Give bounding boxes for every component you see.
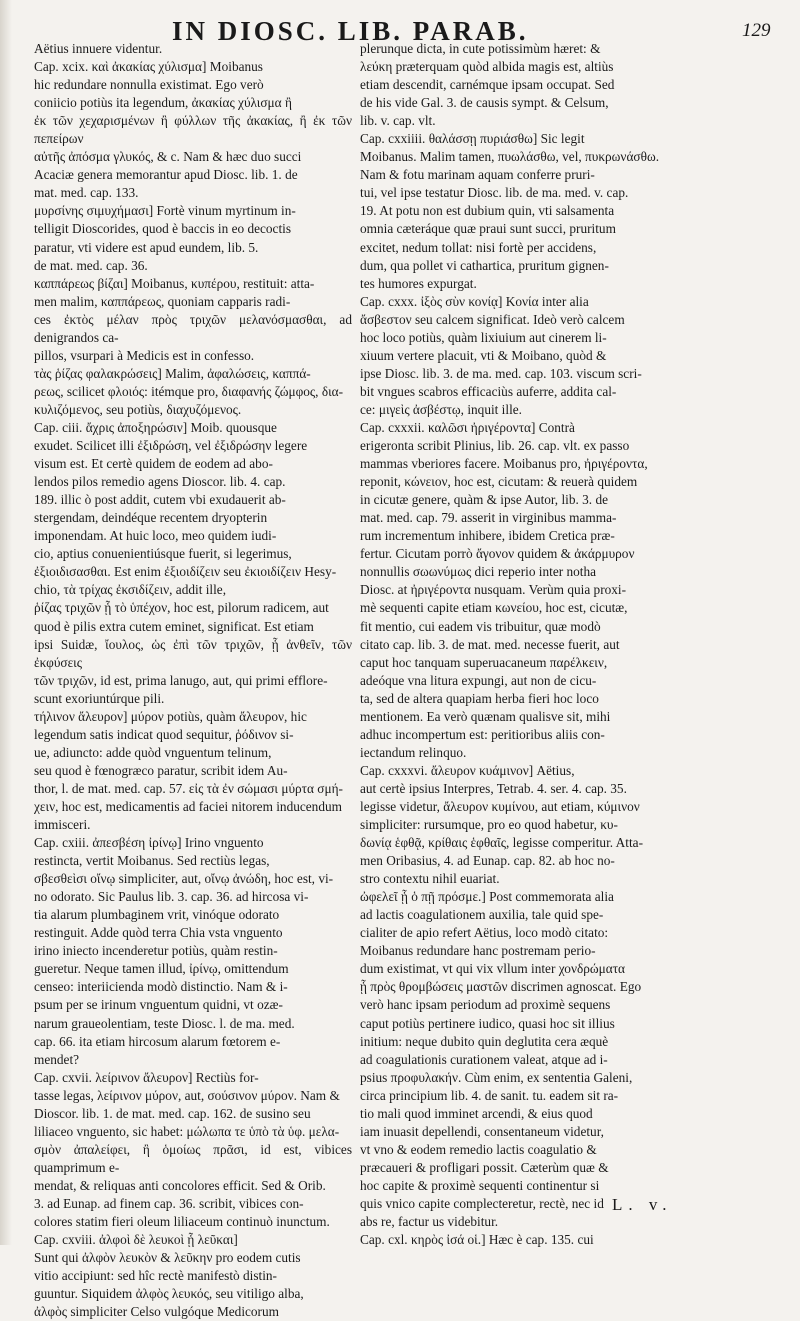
text-line: simpliciter: rursumque, pro eo quod habetur, κυ- [360, 817, 618, 833]
text-line: omnia cæteráque quæ praui sunt succi, pruritum [360, 221, 616, 237]
text-line: visum est. Et certè quidem de eodem ad abo- [34, 456, 273, 472]
text-line: quis vnico capite complecteretur, rectè, nec id [360, 1196, 604, 1211]
text-line: nonnullis σωωνύμως dici reperio inter notha [360, 564, 597, 580]
text-line: telligit Dioscorides, quod è baccis in eo decoctis [34, 221, 292, 237]
text-line: etiam descendit, carnémque ipsam occupat. Sed [360, 77, 615, 93]
text-line: τὰς ῥίζας φαλακρώσεις] Malim, ἀφαλώσεις, καππά- [34, 365, 311, 381]
text-line: Aëtius innuere videntur. [34, 41, 163, 56]
text-line: λεύκη præterquam quòd albida magis est, altiùs [360, 59, 614, 75]
text-line: ipse Diosc. lib. 3. de ma. med. cap. 103. viscum scri- [360, 365, 642, 381]
text-line: Cap. ciii. ἄχρις ἀποξηρώσιν] Moib. quousque [34, 419, 277, 435]
text-line: Cap. cxvii. λείρινον ἄλευρον] Rectiùs for- [34, 1069, 259, 1085]
text-line: χειν, hoc est, medicamentis ad faciei nitorem inducendum [34, 798, 342, 814]
text-line: κυλιζόμενος, seu potiùs, διαχυζόμενος. [34, 401, 242, 417]
text-line: ta, sed de altera quapiam herba fieri hoc loco [360, 690, 599, 706]
signature-mark: L. v. [612, 1195, 673, 1214]
text-line: mammas vberiores facere. Moibanus pro, ἠριγέροντα, [360, 456, 648, 472]
text-line: scunt exoriuntúrque pili. [34, 690, 165, 706]
text-line: adhuc incompertum est: peritioribus aliis con- [360, 726, 605, 742]
text-line: dum existimat, vt qui vix vllum inter χονδρώματα [360, 961, 626, 977]
page-number: 129 [742, 20, 771, 41]
text-line: αὐτῆς ἀπόσμα γλυκός, & c. Nam & hæc duo succi [34, 149, 302, 165]
text-line: vt vno & eodem remedio lactis coagulatio & [360, 1141, 597, 1157]
text-line: erigeronta scribit Plinius, lib. 26. cap. vlt. ex passo [360, 438, 630, 454]
text-line: caput potiùs pertinere iudico, quasi hoc sit illius [360, 1015, 615, 1031]
text-line: Cap. cxxiiii. θαλάσσῃ πυριάσθω] Sic legit [360, 131, 585, 147]
text-line: σβεσθεὶσι οἴνῳ simpliciter, aut, οἴνῳ ἀνώδη, hoc est, vi- [34, 871, 334, 887]
text-line: ces ἐκτὸς μέλαν πρὸς τριχῶν μελανόσμασθαι, ad denigrandos ca- [34, 311, 352, 345]
text-line: præcaueri & profligari possit. Cæterùm quæ & [360, 1159, 609, 1175]
text-line: ἄσβεστον seu calcem significat. Ideò verò calcem [360, 311, 625, 327]
text-line: de his vide Gal. 3. de causis sympt. & Celsum, [360, 95, 609, 111]
text-line: reponit, κώνειον, hoc est, cicutam: & reuerà quidem [360, 474, 638, 490]
text-line: mendat, & reliquas anti concolores efficit. Sed & Orib. [34, 1177, 326, 1193]
text-line: ἐξιοιδισασθαι. Est enim ἐξιοιδίζειν seu ἐκιοιδίζειν Hesy- [34, 564, 337, 580]
text-line: Cap. cxxxvi. ἄλευρον κυάμινον] Aëtius, [360, 762, 575, 778]
text-line: Cap. cxl. κηρὸς ἰσά οἱ.] Hæc è cap. 135. cui [360, 1232, 594, 1248]
text-line: cio, aptius conuenientiúsque fuerit, si legerimus, [34, 546, 292, 562]
text-line: lib. v. cap. vlt. [360, 113, 436, 129]
text-line: abs re, factur us videbitur. [360, 1214, 499, 1230]
text-line: plerunque dicta, in cute potissimùm hæret: & [360, 41, 601, 56]
text-line: ρεως, scilicet φλοιός: itémque pro, διαφανής ζώμφος, δια- [34, 383, 344, 399]
text-line: Acaciæ genera memorantur apud Diosc. lib. 1. de [34, 167, 298, 183]
text-line: hic redundare nonnulla existimat. Ego verò [34, 77, 264, 93]
text-line: tia alarum plumbaginem vrit, vinóque odorato [34, 907, 280, 923]
text-line: 189. illic ò post addit, cutem vbi exudauerit ab- [34, 492, 286, 508]
text-line: tio mali quod imminet arcendi, & eius quod [360, 1105, 593, 1121]
text-line: Cap. xcix. καὶ ἀκακίας χύλισμα] Moibanus [34, 59, 263, 75]
text-line: τήλινον ἄλευρον] μύρον potiùs, quàm ἄλευρον, hic [34, 708, 307, 724]
text-line: adeóque vna litura expungi, aut non de cicu- [360, 672, 597, 688]
text-line: legisse videtur, ἄλευρον κυμίνου, aut etiam, κύμινον [360, 798, 640, 814]
text-line: ue, adiuncto: adde quòd vnguentum telinum, [34, 744, 272, 760]
text-line: coniicio potiùs ita legendum, ἀκακίας χύλισμα ἢ [34, 95, 292, 111]
text-line: hoc capite & proximè sequenti continentur si [360, 1177, 600, 1193]
page-gutter-shadow [0, 0, 12, 1245]
text-line: Diosc. at ἠριγέροντα nusquam. Verùm quia proxi- [360, 582, 627, 598]
text-line: σμὸν ἀπαλείφει, ἢ ὁμοίως πρᾶσι, id est, vibices quamprimum e- [34, 1141, 352, 1175]
text-line: μυρσίνης σιμυχήμασι] Fortè vinum myrtinum in- [34, 203, 296, 219]
text-line: censeo: interiicienda modò distinctio. Nam & i- [34, 979, 288, 995]
text-line: quod è pilis extra cutem eminet, significat. Est etiam [34, 618, 314, 634]
text-line: aut certè ipsius Interpres, Tetrab. 4. ser. 4. cap. 35. [360, 780, 627, 796]
text-line: 19. At potu non est dubium quin, vti salsamenta [360, 203, 615, 219]
text-line: Moibanus redundare hanc postremam perio- [360, 943, 596, 959]
text-line: fit mentio, cui eadem vis tribuitur, quæ modò [360, 618, 601, 634]
text-line: rum incrementum inhibere, ibidem Cretica præ- [360, 528, 615, 544]
text-line: mendet? [34, 1051, 80, 1067]
text-line: gueretur. Neque tamen illud, ἰρίνῳ, omittendum [34, 961, 289, 977]
text-line: narum graueolentiam, teste Diosc. l. de ma. med. [34, 1015, 295, 1031]
text-line: circa principium lib. 4. de sanit. tu. eadem sit ra- [360, 1087, 619, 1103]
text-line: restinguit. Adde quòd terra Chia vsta vnguento [34, 925, 283, 941]
text-line: iam inuasit depellendi, consentaneum videtur, [360, 1123, 604, 1139]
text-line: restincta, vertit Moibanus. Sed rectiùs legas, [34, 853, 270, 869]
text-line: xiuum vertere placuit, vti & Moibano, quòd & [360, 347, 607, 363]
text-line: tes humores expurgat. [360, 275, 477, 291]
text-line: bit vngues scabros efficaciùs auferre, addita cal- [360, 383, 617, 399]
running-head: IN DIOSC. LIB. PARAB. [172, 16, 529, 46]
text-line: fertur. Cicutam porrò ἄγονον quidem & ἀκάρμυρον [360, 546, 635, 562]
text-line: exudet. Scilicet illi ἐξιδρώση, vel ἐξιδρώσην legere [34, 438, 308, 454]
text-line: chio, τὰ τρίχας ἐκσιδίζειν, addit ille, [34, 582, 227, 598]
text-line: excitet, nedum tollat: nisi fortè per accidens, [360, 239, 597, 255]
text-line: stergendam, deindéque recentem dryopterin [34, 510, 268, 526]
text-line: colores statim fieri oleum liliaceum continuò inunctum. [34, 1214, 330, 1230]
text-line: men malim, καππάρεως, quoniam capparis radi- [34, 293, 291, 309]
text-line: verò hanc ipsam periodum ad proximè sequens [360, 997, 611, 1013]
text-line: ad lactis coagulationem auxilia, tale quid spe- [360, 907, 604, 923]
text-line: hoc loco potiùs, quàm lixiuium aut cinerem li- [360, 329, 607, 345]
text-line: vitio accipiunt: sed hîc rectè manifestò distin- [34, 1268, 277, 1284]
text-line: τῶν τριχῶν, id est, prima lanugo, aut, qui primi efflore- [34, 672, 328, 688]
text-line: ce: μιγεὶς ἀσβέστῳ, inquit ille. [360, 401, 522, 417]
text-line: initium: neque dubito quin deglutita cera æquè [360, 1033, 609, 1049]
text-line: Dioscor. lib. 1. de mat. med. cap. 162. de susino seu [34, 1105, 311, 1121]
text-line: psum per se irinum vnguentum quidni, vt ozæ- [34, 997, 283, 1013]
text-line: Moibanus. Malim tamen, πυωλάσθω, vel, πυκρωνάσθω. [360, 149, 660, 165]
text-line: no odorato. Sic Paulus lib. 3. cap. 36. ad hircosa vi- [34, 889, 309, 905]
text-line: dum, qua pollet vi cathartica, pruritum gignen- [360, 257, 609, 273]
text-line: de mat. med. cap. 36. [34, 257, 148, 273]
text-line: pillos, vsurpari à Medicis est in confesso. [34, 347, 255, 363]
text-line: ad coagulationis curationem valeat, atque ad i- [360, 1051, 608, 1067]
text-line: tasse legas, λείρινον μύρον, aut, σούσινον μύρον. Nam & [34, 1087, 340, 1103]
text-line: psius προφυλακήν. Cùm enim, ex sententia Galeni, [360, 1069, 633, 1085]
text-line: seu quod è fœnogræco paratur, scribit idem Au- [34, 762, 288, 778]
text-line: Cap. cxxxii. καλῶσι ἠριγέροντα] Contrà [360, 419, 575, 435]
text-line: caput hoc tanquam superuacaneum παρέλκειν, [360, 654, 608, 670]
text-line: δωνίᾳ ἑφθᾷ, κρίθαις ἑφθαῖς, legisse comperitur. Atta- [360, 835, 643, 851]
text-line: Sunt qui ἀλφὸν λευκὸν & λεῦκην pro eodem cutis [34, 1250, 301, 1266]
text-line: cap. 66. ita etiam hircosum alarum fœtorem e- [34, 1033, 281, 1049]
text-line: mè sequenti capite etiam κωνείου, hoc est, cicutæ, [360, 600, 628, 616]
text-line: ἀλφὸς simpliciter Celso vulgóque Medicorum [34, 1304, 279, 1320]
text-line: ᾗ πρὸς θρομβώσεις μαστῶν discrimen agnoscat. Ego [360, 979, 642, 995]
text-line: guuntur. Siquidem ἀλφὸς λευκός, seu vitiligo alba, [34, 1286, 304, 1302]
text-line: stro contextu nihil euariat. [360, 871, 500, 887]
text-line: irino iniecto incenderetur potiùs, quàm restin- [34, 943, 278, 959]
text-line: iectandum relinquo. [360, 744, 467, 760]
left-column [34, 40, 352, 1321]
text-line: ἐκ τῶν χεχαρισμένων ἢ φύλλων τῆς ἀκακίας, ἢ ἐκ τῶν πεπείρων [34, 113, 352, 147]
text-line: legendum satis indicat quod sequitur, ῥόδινον si- [34, 726, 294, 742]
text-line: liliaceo vnguento, sic habet: μώλωπα τε ὑπὸ τὰ ὑφ. μελα- [34, 1123, 340, 1139]
text-line: men Oribasius, 4. ad Eunap. cap. 82. ab hoc no- [360, 853, 615, 869]
text-line: mentionem. Ea verò quænam qualisve sit, mihi [360, 708, 611, 724]
text-line: Cap. cxviii. ἀλφοὶ δὲ λευκοὶ ᾗ λεῦκαι] [34, 1232, 238, 1248]
text-line: Nam & fotu marinam aquam conferre pruri- [360, 167, 595, 183]
text-line: Cap. cxiii. ἀπεσβέση ἰρίνῳ] Irino vnguento [34, 835, 264, 851]
text-line: in cicutæ genere, quàm & ipse Autor, lib. 3. de [360, 492, 608, 508]
text-line: immisceri. [34, 817, 91, 833]
text-line: mat. med. cap. 133. [34, 185, 139, 201]
text-line: καππάρεως βίζαι] Moibanus, κυπέρου, restituit: atta- [34, 275, 315, 291]
text-line: ipsi Suidæ, ἴουλος, ὡς ἐπὶ τῶν τριχῶν, ᾗ ἀνθεῖν, τῶν ἐκφύσεις [34, 636, 352, 670]
text-line: lendos pilos remedio agens Dioscor. lib. 4. cap. [34, 474, 286, 490]
text-line: paratur, vti videre est apud eundem, lib. 5. [34, 239, 259, 255]
text-line: imponendam. At huic loco, meo quidem iudi- [34, 528, 277, 544]
text-line: Cap. cxxx. ἰξὸς σὺν κονίᾳ] Κονία inter alia [360, 293, 589, 309]
text-line: 3. ad Eunap. ad finem cap. 36. scribit, vibices con- [34, 1196, 304, 1211]
text-line: tui, vel ipse testatur Diosc. lib. de ma. med. v. cap. [360, 185, 629, 201]
text-line: mat. med. cap. 79. asserit in virginibus mamma- [360, 510, 617, 526]
text-line: ῥίζας τριχῶν ᾗ τὸ ὑπέχον, hoc est, pilorum radicem, aut [34, 600, 329, 616]
text-line: cialiter de apio refert Aëtius, loco modò citato: [360, 925, 609, 941]
text-line: citato cap. lib. 3. de mat. med. necesse fuerit, aut [360, 636, 620, 652]
right-column [360, 40, 688, 1249]
text-line: ὠφελεῖ ᾗ ὁ πῇ πρόσμε.] Post commemorata alia [360, 889, 614, 905]
text-line: thor, l. de mat. med. cap. 57. εἰς τὰ ἐν σώμασι μύρτα σμή- [34, 780, 343, 796]
